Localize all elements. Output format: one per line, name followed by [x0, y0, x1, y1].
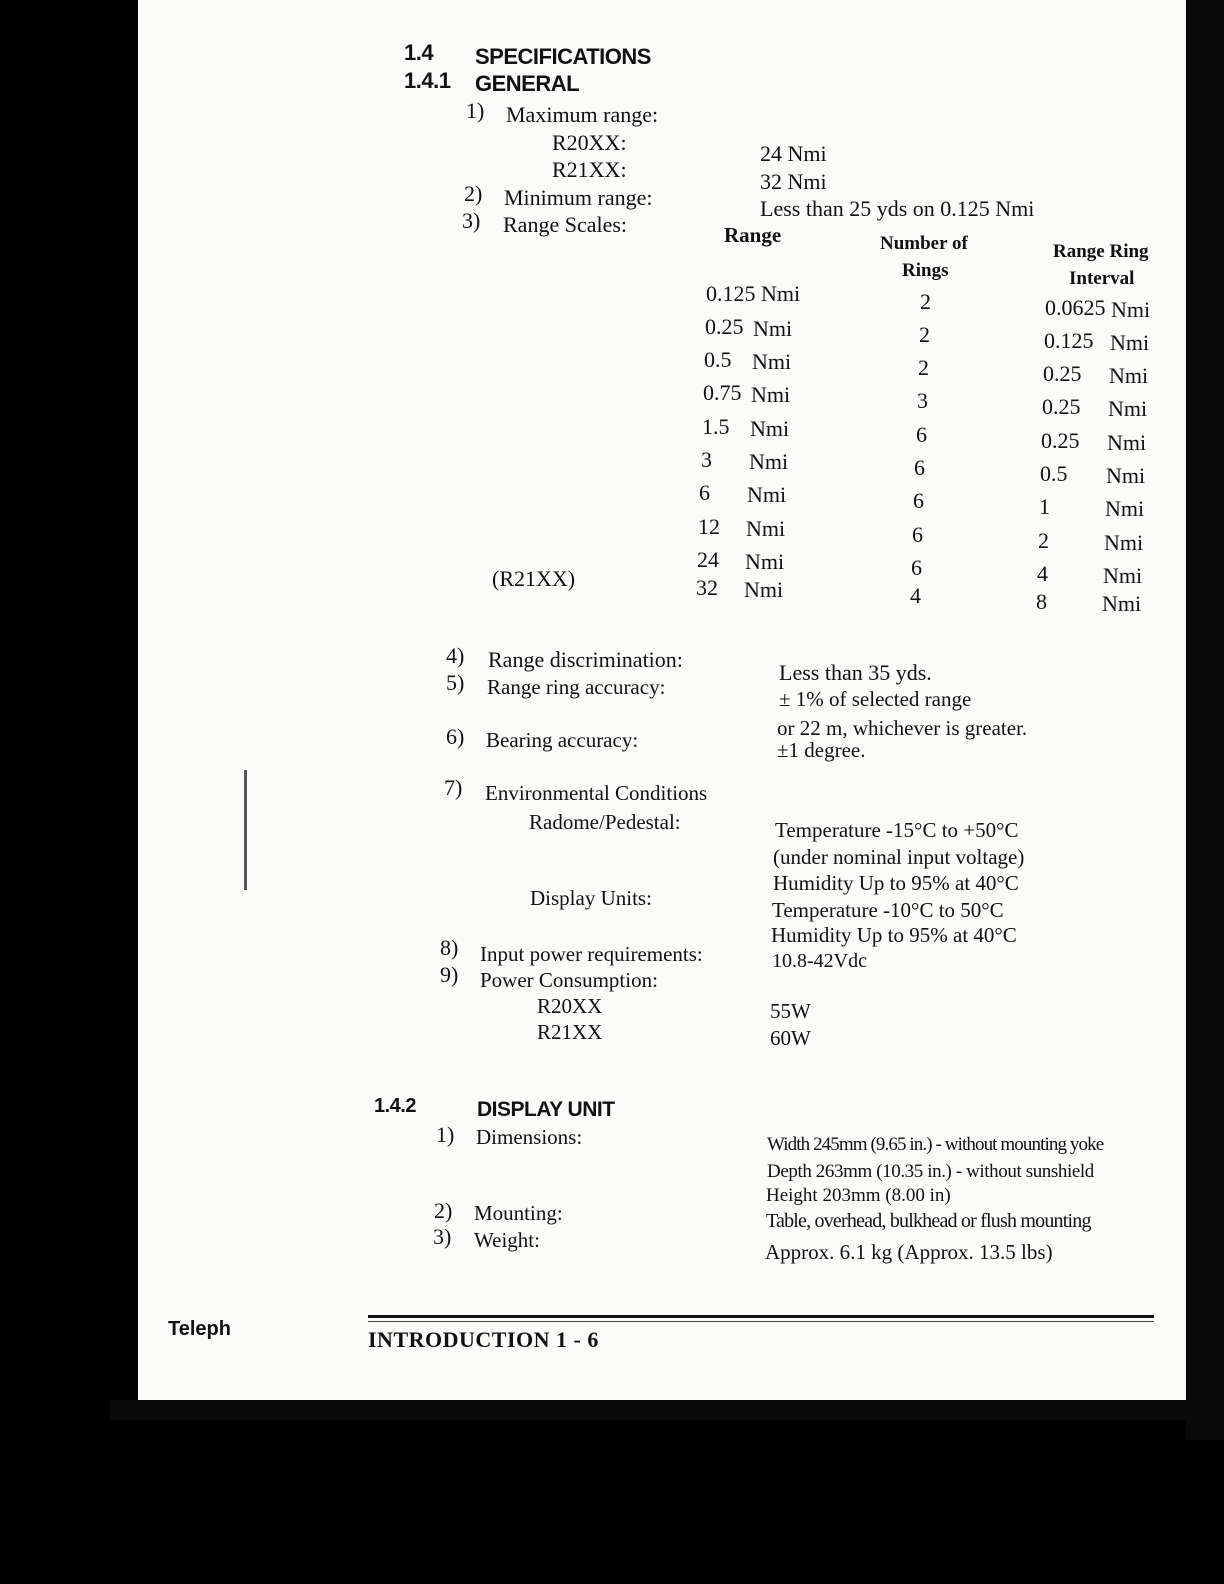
ring-interval: 1 [1039, 494, 1050, 519]
range-value: 3 [701, 447, 712, 472]
item-number: 2) [464, 181, 483, 206]
spec-value: Temperature -15°C to +50°C [775, 818, 1019, 842]
spec-value: Approx. 6.1 kg (Approx. 13.5 lbs) [765, 1240, 1053, 1264]
spec-value: Table, overhead, bulkhead or flush mounting [766, 1210, 1091, 1232]
range-unit: Nmi [747, 482, 787, 507]
sub-label: Display Units: [530, 886, 652, 910]
spec-value: Humidity Up to 95% at 40°C [771, 923, 1017, 947]
table-header-rings [880, 230, 968, 284]
header-line: Range Ring [1053, 241, 1149, 262]
interval-unit: Nmi [1107, 430, 1147, 455]
model-label: R21XX [537, 1020, 603, 1044]
spec-value: Less than 25 yds on 0.125 Nmi [760, 196, 1035, 221]
ring-interval: 0.25 [1043, 361, 1082, 386]
page-edge-shadow [1186, 0, 1224, 1440]
ring-count: 6 [914, 455, 925, 480]
header-line: Interval [1069, 268, 1135, 289]
item-number: 7) [444, 775, 463, 800]
section-number: 1.4 [404, 40, 434, 65]
ring-count: 2 [918, 355, 929, 380]
range-value: 0.5 [704, 347, 732, 372]
item-number: 4) [446, 643, 465, 668]
interval-unit: Nmi [1110, 330, 1150, 355]
range-unit: Nmi [745, 549, 785, 574]
spec-label: Maximum range: [506, 102, 659, 127]
interval-unit: Nmi [1103, 563, 1143, 588]
page-bottom-shadow [110, 1400, 1200, 1420]
spec-label: Mounting: [474, 1201, 563, 1225]
interval-unit: Nmi [1108, 396, 1148, 421]
spec-value: or 22 m, whichever is greater. [777, 716, 1028, 740]
spec-value: Less than 35 yds. [779, 660, 932, 685]
range-value: 12 [698, 514, 720, 539]
item-number: 8) [440, 935, 459, 960]
section-title: SPECIFICATIONS [475, 44, 651, 69]
range-value: 24 [697, 547, 719, 572]
item-number: 1) [436, 1122, 455, 1147]
ring-count: 3 [917, 388, 928, 413]
item-number: 5) [446, 670, 465, 695]
spec-label: Range ring accuracy: [487, 675, 666, 699]
range-unit: Nmi [752, 349, 792, 374]
ring-count: 6 [911, 555, 922, 580]
ring-count: 6 [913, 488, 924, 513]
range-unit: Nmi [749, 449, 789, 474]
table-header-range: Range [724, 223, 782, 247]
model-label: R20XX [537, 994, 603, 1018]
range-value: 0.75 [703, 380, 742, 405]
range-unit: Nmi [751, 382, 791, 407]
footer-left: Teleph [168, 1318, 231, 1340]
spec-value: ± 1% of selected range [779, 687, 972, 711]
ring-count: 2 [920, 289, 931, 314]
range-unit: Nmi [746, 516, 786, 541]
item-number: 3) [433, 1224, 452, 1249]
ring-count: 2 [919, 322, 930, 347]
subsection-title: GENERAL [475, 71, 580, 96]
spec-value: Depth 263mm (10.35 in.) - without sunshield [767, 1161, 1094, 1182]
range-value: 0.25 [705, 314, 744, 339]
ring-interval: 0.0625 [1045, 295, 1106, 320]
spec-value: 55W [770, 999, 811, 1023]
spec-value: 10.8-42Vdc [772, 950, 867, 972]
ring-count: 4 [910, 583, 921, 608]
interval-unit: Nmi [1106, 463, 1146, 488]
spec-label: Power Consumption: [480, 968, 658, 992]
spec-label: Range discrimination: [488, 647, 683, 672]
range-value: 32 [696, 575, 718, 600]
spec-value: ±1 degree. [777, 738, 866, 762]
range-unit: Nmi [753, 316, 793, 341]
ring-interval: 0.25 [1042, 394, 1081, 419]
ring-count: 6 [916, 422, 927, 447]
item-number: 9) [440, 962, 459, 987]
interval-unit: Nmi [1102, 591, 1142, 616]
spec-value: (under nominal input voltage) [773, 845, 1025, 869]
header-line: Rings [902, 260, 949, 281]
spec-label: Bearing accuracy: [486, 728, 639, 752]
range-value: 1.5 [702, 414, 730, 439]
spec-value: 32 Nmi [760, 169, 827, 194]
scan-artifact [244, 770, 247, 890]
footer-rule [368, 1315, 1154, 1318]
ring-interval: 0.5 [1040, 461, 1068, 486]
spec-label: Dimensions: [476, 1125, 583, 1149]
footer-title: INTRODUCTION 1 - 6 [368, 1327, 599, 1352]
ring-interval: 2 [1038, 528, 1049, 553]
interval-unit: Nmi [1105, 496, 1145, 521]
spec-label: Minimum range: [504, 185, 653, 210]
spec-value: 24 Nmi [760, 141, 827, 166]
spec-value: 60W [770, 1026, 811, 1050]
spec-value: Temperature -10°C to 50°C [772, 898, 1004, 922]
header-line: Number of [880, 233, 968, 254]
item-number: 3) [462, 208, 481, 233]
subsection-number: 1.4.2 [374, 1095, 416, 1117]
model-label: R20XX: [552, 130, 627, 155]
interval-unit: Nmi [1104, 530, 1144, 555]
spec-value: Height 203mm (8.00 in) [766, 1185, 951, 1206]
subsection-number: 1.4.1 [404, 68, 451, 93]
spec-value: Humidity Up to 95% at 40°C [773, 871, 1019, 895]
table-header-interval [1053, 238, 1149, 292]
spec-label: Environmental Conditions [485, 781, 708, 805]
item-number: 6) [446, 724, 465, 749]
ring-interval: 4 [1037, 561, 1048, 586]
ring-interval: 8 [1036, 589, 1047, 614]
subsection-title: DISPLAY UNIT [477, 1098, 615, 1121]
ring-interval: 0.25 [1041, 428, 1080, 453]
spec-value: Width 245mm (9.65 in.) - without mounting yoke [767, 1134, 1104, 1155]
range-unit: Nmi [750, 416, 790, 441]
model-label: R21XX: [552, 157, 627, 182]
ring-count: 6 [912, 522, 923, 547]
item-number: 1) [466, 98, 485, 123]
model-note: (R21XX) [492, 566, 576, 591]
range-value: 0.125 Nmi [706, 281, 801, 306]
spec-label: Input power requirements: [480, 942, 703, 966]
range-unit: Nmi [744, 577, 784, 602]
interval-unit: Nmi [1109, 363, 1149, 388]
item-number: 2) [434, 1198, 453, 1223]
footer-rule-thin [368, 1321, 1154, 1322]
range-value: 6 [699, 480, 710, 505]
spec-label: Range Scales: [503, 212, 628, 237]
sub-label: Radome/Pedestal: [529, 810, 681, 834]
ring-interval: 0.125 [1044, 328, 1094, 353]
spec-label: Weight: [474, 1228, 540, 1252]
interval-unit: Nmi [1111, 297, 1151, 322]
